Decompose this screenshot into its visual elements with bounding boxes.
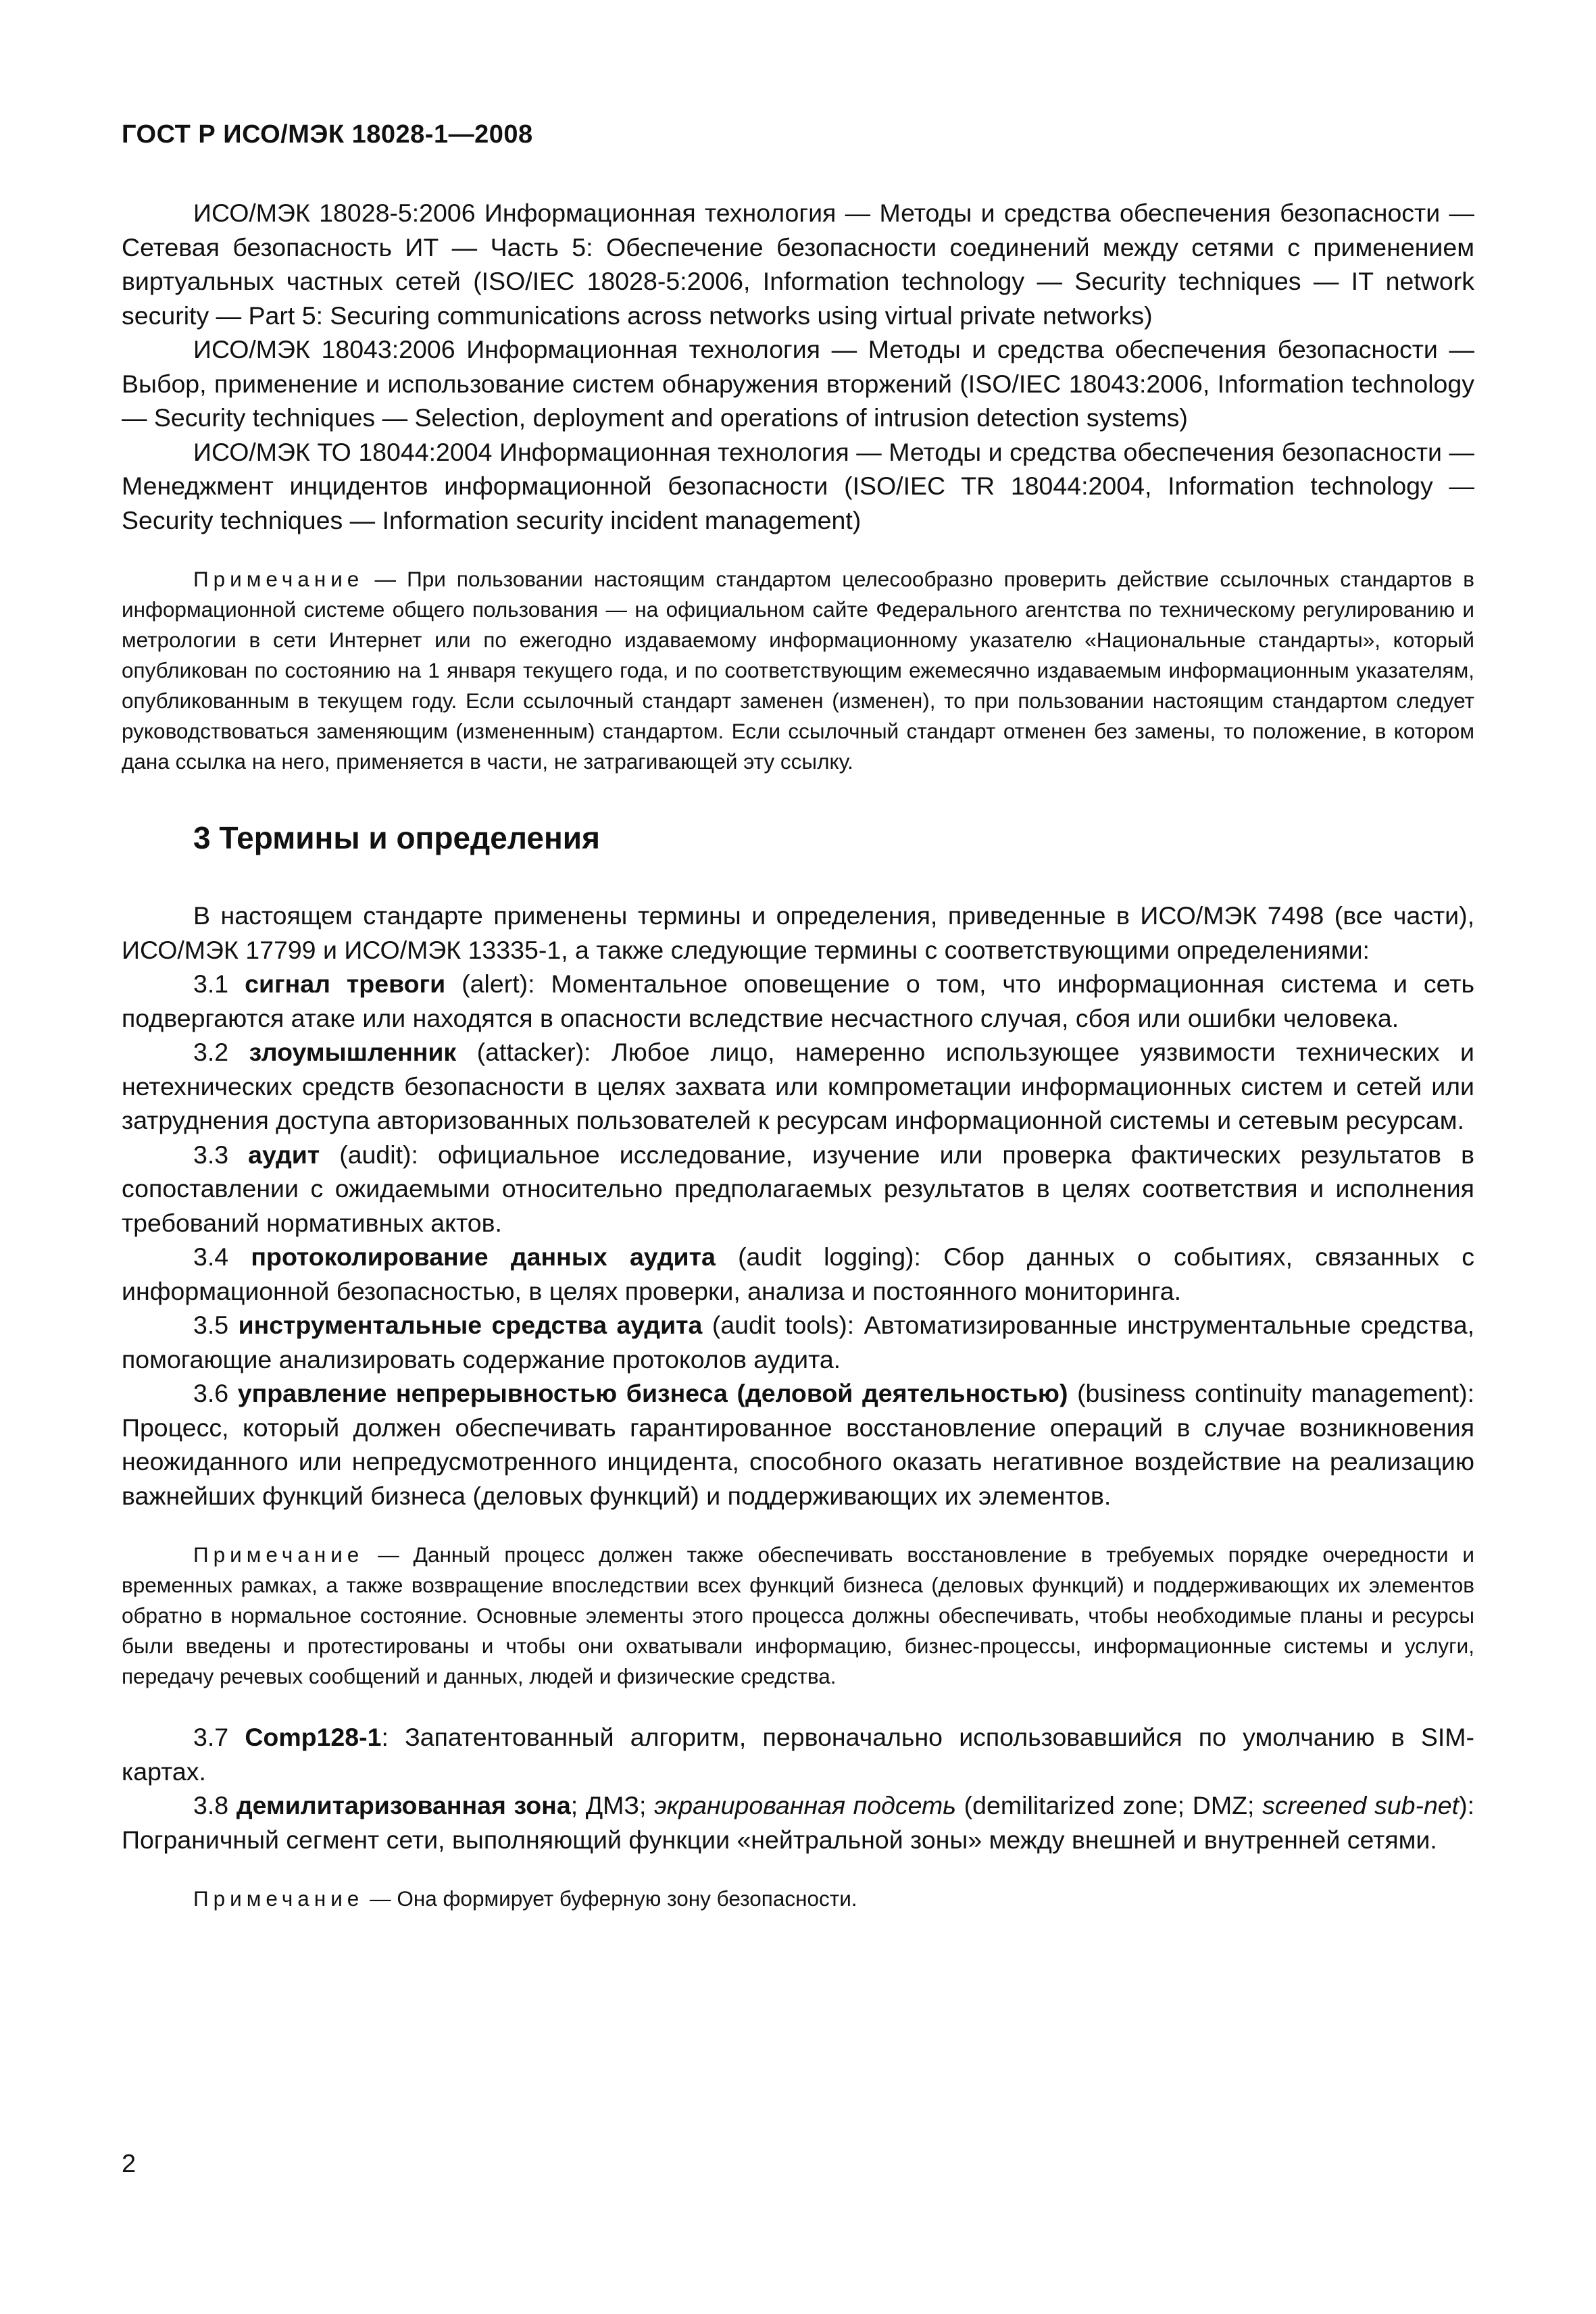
term-name: управление непрерывностью бизнеса (деловой деятельностью): [237, 1379, 1068, 1407]
term-3-6: [122, 1376, 1474, 1513]
section-title: 3 Термины и определения: [193, 820, 600, 855]
term-definition: ): Пограничный сегмент сети, выполняющий функции «нейтральной зоны» между внешней и внутренней сетями.: [122, 1791, 1474, 1854]
term-number: 3.8: [193, 1791, 236, 1819]
term-definition: (audit logging): Сбор данных о событиях, связанных с информационной безопасностью, в целях проверки, анализа и постоянного мониторинга.: [122, 1242, 1474, 1305]
term-3-8: [122, 1788, 1474, 1857]
term-name: демилитаризованная зона: [236, 1791, 571, 1819]
term-number: 3.2: [193, 1038, 249, 1066]
term-number: 3.4: [193, 1242, 251, 1271]
term-3-5: [122, 1308, 1474, 1376]
note-dash: —: [364, 567, 407, 591]
note-text: Она формирует буферную зону безопасности.: [397, 1886, 857, 1911]
note-term-3-6: [122, 1540, 1474, 1692]
term-number: 3.5: [193, 1311, 239, 1339]
term-definition: (alert): Моментальное оповещение о том, что информационная система и сеть подвергаются атаке или находятся в опасности вследствие несчастного случая, сбоя или ошибки человека.: [122, 970, 1474, 1032]
term-synonym-en: screened sub-net: [1262, 1791, 1460, 1819]
reference-item: ИСО/МЭК 18028-5:2006 Информационная технология — Методы и средства обеспечения безопасности — Сетевая безопасность ИТ — Часть 5: Обеспечение безопасности соединений между сетями с применением виртуальных частных сетей (ISO/IEC 18028-5:2006, Information technology — Security techniques — IT network security — Part 5: Securing communications across networks using virtual private networks): [122, 199, 1474, 330]
note-dash: —: [364, 1886, 397, 1911]
term-3-7: [122, 1720, 1474, 1788]
term-separator: (demilitarized zone; DMZ;: [956, 1791, 1263, 1819]
reference-item: ИСО/МЭК ТО 18044:2004 Информационная технология — Методы и средства обеспечения безопасности — Менеджмент инцидентов информационной безопасности (ISO/IEC TR 18044:2004, Information technology — Security techniques — Information security incident management): [122, 437, 1474, 534]
term-number: 3.1: [193, 970, 245, 998]
document-header: ГОСТ Р ИСО/МЭК 18028-1—2008: [122, 120, 533, 149]
term-name: инструментальные средства аудита: [238, 1311, 703, 1339]
page-number: 2: [122, 2150, 136, 2178]
term-definition: (audit): официальное исследование, изучение или проверка фактических результатов в сопоставлении с ожидаемыми относительно предполагаемых результатов в целях соответствия и исполнения требований нормативных актов.: [122, 1140, 1474, 1237]
note-text: Данный процесс должен также обеспечивать восстановление в требуемых порядке очередности и временных рамках, а также возвращение впоследствии всех функций бизнеса (деловых функций) и поддерживающих их элементов обратно в нормальное состояние. Основные элементы этого процесса должны обеспечивать, чтобы необходимые планы и ресурсы были введены и протестированы и чтобы они охватывали информацию, бизнес-процессы, информационные системы и услуги, передачу речевых сообщений и данных, людей и физические средства.: [122, 1542, 1474, 1688]
term-3-1: [122, 967, 1474, 1035]
term-separator: ; ДМЗ;: [570, 1791, 655, 1819]
term-definition: : Запатентованный алгоритм, первоначально использовавшийся по умолчанию в SIM-картах.: [122, 1723, 1474, 1786]
term-definition: (audit tools): Автоматизированные инструментальные средства, помогающие анализировать содержание протоколов аудита.: [122, 1311, 1474, 1374]
term-synonym: экранированная подсеть: [654, 1791, 957, 1819]
note-text: При пользовании настоящим стандартом целесообразно проверить действие ссылочных стандартов в информационной системе общего пользования — на официальном сайте Федерального агентства по техническому регулированию и метрологии в сети Интернет или по ежегодно издаваемому информационному указателю «Национальные стандарты», который опубликован по состоянию на 1 января текущего года, и по соответствующим ежемесячно издаваемым информационным указателям, опубликованным в текущем году. Если ссылочный стандарт заменен (изменен), то при пользовании настоящим стандартом следует руководствоваться заменяющим (измененным) стандартом. Если ссылочный стандарт отменен без замены, то положение, в котором дана ссылка на него, применяется в части, не затрагивающей эту ссылку.: [122, 567, 1474, 774]
term-3-4: [122, 1240, 1474, 1308]
section-intro: В настоящем стандарте применены термины и определения, приведенные в ИСО/МЭК 7498 (все части), ИСО/МЭК 17799 и ИСО/МЭК 13335-1, а также следующие термины с соответствующими определениями:: [122, 901, 1474, 964]
note-label: Примечание: [193, 1886, 364, 1911]
note-term-3-8: [122, 1884, 1474, 1914]
term-name: Comp128-1: [245, 1723, 382, 1751]
term-number: 3.7: [193, 1723, 245, 1751]
reference-item: ИСО/МЭК 18043:2006 Информационная технология — Методы и средства обеспечения безопасности — Выбор, применение и использование систем обнаружения вторжений (ISO/IEC 18043:2006, Information technology — Security techniques — Selection, deployment and operations of intrusion detection systems): [122, 335, 1474, 432]
term-3-2: [122, 1035, 1474, 1138]
term-definition: (attacker): Любое лицо, намеренно использующее уязвимости технических и нетехнических средств безопасности в целях захвата или компрометации информационных систем и сетей или затруднения доступа авторизованных пользователей к ресурсам информационной системы и сетевым ресурсам.: [122, 1038, 1474, 1134]
note-dash: —: [364, 1542, 414, 1567]
term-name: злоумышленник: [249, 1038, 457, 1066]
term-definition: (business continuity management): Процесс, который должен обеспечивать гарантированное восстановление операций в случае возникновения неожиданного или непредусмотренного инцидента, способного оказать негативное воздействие на реализацию важнейших функций бизнеса (деловых функций) и поддерживающих их элементов.: [122, 1379, 1474, 1510]
term-number: 3.3: [193, 1140, 249, 1169]
term-name: сигнал тревоги: [245, 970, 446, 998]
note-label: Примечание: [193, 1542, 364, 1567]
term-number: 3.6: [193, 1379, 238, 1407]
note-label: Примечание: [193, 567, 364, 591]
term-name: аудит: [248, 1140, 320, 1169]
note-references: [122, 564, 1474, 777]
term-name: протоколирование данных аудита: [251, 1242, 716, 1271]
term-3-3: [122, 1138, 1474, 1240]
page-content: [122, 196, 1474, 1914]
